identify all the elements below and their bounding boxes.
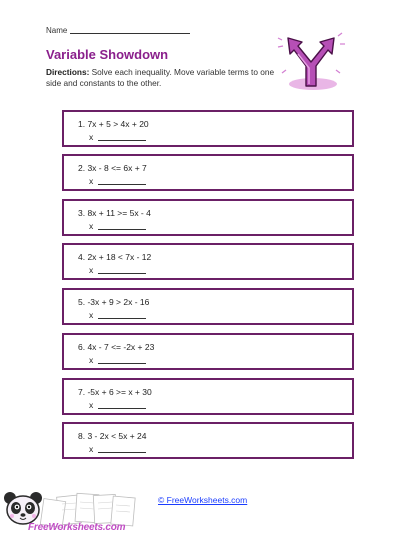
answer-line	[89, 400, 146, 410]
name-label: Name	[46, 26, 68, 35]
problem-box	[62, 154, 354, 191]
problem-box	[62, 378, 354, 415]
problem-equation: 6. 4x - 7 <= -2x + 23	[78, 342, 155, 352]
answer-blank[interactable]	[98, 452, 146, 453]
problem-equation: 7. -5x + 6 >= x + 30	[78, 387, 152, 397]
directions-label: Directions:	[46, 67, 90, 77]
answer-label: x	[89, 400, 94, 410]
answer-line	[89, 132, 146, 142]
answer-blank[interactable]	[98, 363, 146, 364]
directions-text: Solve each inequality. Move variable terms to one side and constants to the other.	[46, 67, 275, 88]
directions	[46, 67, 278, 89]
split-arrows-icon	[276, 30, 348, 94]
answer-label: x	[89, 355, 94, 365]
problem-box	[62, 110, 354, 147]
answer-blank[interactable]	[98, 273, 146, 274]
answer-line	[89, 265, 146, 275]
answer-line	[89, 310, 146, 320]
problem-box	[62, 333, 354, 370]
answer-blank[interactable]	[98, 408, 146, 409]
problem-equation: 1. 7x + 5 > 4x + 20	[78, 119, 149, 129]
problem-equation: 8. 3 - 2x < 5x + 24	[78, 431, 147, 441]
problem-equation: 3. 8x + 11 >= 5x - 4	[78, 208, 151, 218]
problem-box	[62, 422, 354, 459]
answer-line	[89, 221, 146, 231]
name-blank[interactable]	[70, 33, 190, 34]
answer-label: x	[89, 176, 94, 186]
answer-label: x	[89, 310, 94, 320]
answer-line	[89, 444, 146, 454]
answer-blank[interactable]	[98, 184, 146, 185]
problem-box	[62, 243, 354, 280]
worksheet-title: Variable Showdown	[46, 47, 169, 62]
problem-box	[62, 288, 354, 325]
problem-equation: 2. 3x - 8 <= 6x + 7	[78, 163, 147, 173]
answer-blank[interactable]	[98, 318, 146, 319]
answer-blank[interactable]	[98, 229, 146, 230]
answer-label: x	[89, 265, 94, 275]
answer-blank[interactable]	[98, 140, 146, 141]
footer-copyright-link[interactable]: © FreeWorksheets.com	[158, 495, 248, 505]
problem-box	[62, 199, 354, 236]
answer-label: x	[89, 444, 94, 454]
problem-equation: 4. 2x + 18 < 7x - 12	[78, 252, 152, 262]
answer-label: x	[89, 132, 94, 142]
answer-label: x	[89, 221, 94, 231]
answer-line	[89, 176, 146, 186]
brand-wordmark: FreeWorksheets.com	[28, 522, 126, 533]
problem-equation: 5. -3x + 9 > 2x - 16	[78, 297, 150, 307]
answer-line	[89, 355, 146, 365]
name-field	[46, 26, 190, 35]
